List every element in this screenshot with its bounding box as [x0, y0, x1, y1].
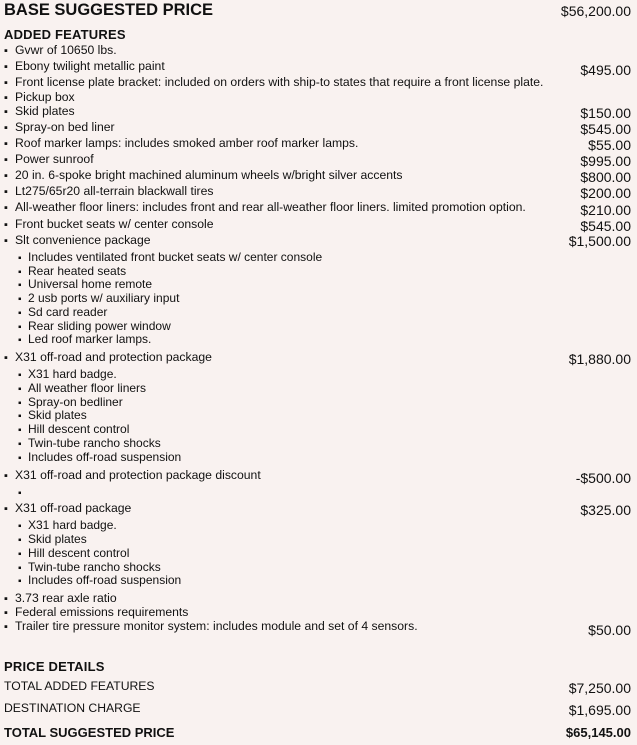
feature-label: ▪ Trailer tire pressure monitor system: includes module and set of 4 sensors.: [4, 619, 418, 633]
sub-item-label: ▪ Sd card reader: [18, 305, 107, 319]
sub-item-label: ▪ Spray-on bedliner: [18, 395, 123, 409]
added-features-heading: ADDED FEATURES: [4, 27, 126, 42]
sub-item: [18, 250, 631, 264]
feature-row: [4, 591, 631, 605]
feature-row: [4, 468, 631, 486]
sub-item-label: ▪ Skid plates: [18, 532, 87, 546]
sub-item-label: ▪ Universal home remote: [18, 277, 152, 291]
feature-row: [4, 350, 631, 367]
sub-item-label: ▪ Hill descent control: [18, 546, 129, 560]
sub-item: [18, 422, 631, 436]
feature-label: ▪ All-weather floor liners: includes front and rear all-weather floor liners. limited promotion option.: [4, 200, 526, 214]
feature-row: [4, 501, 631, 518]
feature-label: ▪ Slt convenience package: [4, 233, 151, 247]
feature-price: $210.00: [580, 202, 631, 218]
feature-label: ▪ Ebony twilight metallic paint: [4, 59, 165, 73]
sub-item-label: ▪ X31 hard badge.: [18, 367, 117, 381]
sub-item: [18, 264, 631, 278]
total-row: [4, 725, 631, 740]
added-features-title: [4, 27, 631, 42]
feature-price: $995.00: [580, 153, 631, 169]
feature-row: [4, 217, 631, 234]
sub-item-label: ▪ X31 hard badge.: [18, 518, 117, 532]
feature-row: [4, 200, 631, 218]
feature-price: $495.00: [580, 62, 631, 78]
sub-item-label: ▪ Includes ventilated front bucket seats w/ center console: [18, 250, 322, 264]
total-added-row: [4, 679, 631, 696]
feature-row: [4, 184, 631, 201]
feature-label: ▪ Spray-on bed liner: [4, 120, 115, 134]
sub-item-label: ▪ Rear heated seats: [18, 264, 126, 278]
sub-item-label: ▪ Rear sliding power window: [18, 319, 171, 333]
feature-price: $545.00: [580, 121, 631, 137]
feature-row: [4, 152, 631, 169]
sub-item-bullet: [18, 485, 28, 499]
sub-item: [18, 436, 631, 450]
sub-item: [18, 532, 631, 546]
sub-item: [18, 408, 631, 422]
feature-label: ▪ X31 off-road and protection package discount: [4, 468, 261, 482]
sub-item: [18, 319, 631, 333]
destination-value: $1,695.00: [568, 702, 631, 718]
feature-row: [4, 104, 631, 121]
sub-item-label: ▪ All weather floor liners: [18, 381, 146, 395]
feature-price: $1,880.00: [568, 351, 631, 367]
total-added-value: $7,250.00: [568, 680, 631, 696]
base-price-row: [4, 1, 631, 20]
feature-label: ▪ Power sunroof: [4, 152, 94, 166]
sub-item-label: ▪ Led roof marker lamps.: [18, 332, 151, 346]
price-details-title: [4, 659, 631, 674]
sub-item: [18, 518, 631, 532]
feature-price: $200.00: [580, 185, 631, 201]
sub-item: [18, 277, 631, 291]
total-value: $65,145.00: [565, 725, 631, 740]
sub-item: [18, 291, 631, 305]
sub-item-label: ▪ 2 usb ports w/ auxiliary input: [18, 291, 179, 305]
sub-item: [18, 332, 631, 346]
price-details-heading: PRICE DETAILS: [4, 659, 105, 674]
total-added-label: TOTAL ADDED FEATURES: [4, 679, 155, 693]
sub-item: [18, 381, 631, 395]
feature-label: ▪ Roof marker lamps: includes smoked amber roof marker lamps.: [4, 136, 358, 150]
feature-label: ▪ 20 in. 6-spoke bright machined aluminum wheels w/bright silver accents: [4, 168, 402, 182]
feature-label: ▪ Gvwr of 10650 lbs.: [4, 43, 117, 57]
feature-row: [4, 75, 631, 89]
sub-item: [18, 367, 631, 381]
feature-price: $150.00: [580, 105, 631, 121]
sub-item: [18, 395, 631, 409]
sub-item-label: ▪ Includes off-road suspension: [18, 573, 181, 587]
feature-row: [4, 233, 631, 249]
destination-label: DESTINATION CHARGE: [4, 701, 141, 715]
sub-item-label: ▪ Twin-tube rancho shocks: [18, 436, 161, 450]
sub-item: [18, 305, 631, 319]
feature-label: ▪ 3.73 rear axle ratio: [4, 591, 117, 605]
destination-row: [4, 701, 631, 718]
feature-label: ▪ Skid plates: [4, 104, 75, 118]
feature-row: [4, 136, 631, 153]
feature-price: $50.00: [588, 622, 631, 638]
feature-label: ▪ X31 off-road and protection package: [4, 350, 212, 364]
feature-row: [4, 43, 631, 57]
feature-price: -$500.00: [575, 470, 631, 486]
feature-price: $545.00: [580, 218, 631, 234]
sub-item-label: ▪ Includes off-road suspension: [18, 450, 181, 464]
feature-row: [4, 120, 631, 137]
sub-item-empty: [18, 485, 631, 499]
feature-label: ▪ X31 off-road package: [4, 501, 131, 515]
base-price-value: $56,200.00: [560, 3, 631, 19]
feature-label: ▪ Federal emissions requirements: [4, 605, 188, 619]
feature-price: $800.00: [580, 169, 631, 185]
feature-label: ▪ Front license plate bracket: included on orders with ship-to states that require a front license plate.: [4, 75, 543, 89]
sub-item-label: ▪ Hill descent control: [18, 422, 129, 436]
feature-label: ▪ Lt275/65r20 all-terrain blackwall tires: [4, 184, 213, 198]
sub-item: [18, 573, 631, 587]
feature-price: $1,500.00: [568, 233, 631, 249]
total-label: TOTAL SUGGESTED PRICE: [4, 725, 175, 740]
feature-row: [4, 605, 631, 619]
sub-item: [18, 450, 631, 464]
feature-row: [4, 168, 631, 185]
sub-item: [18, 546, 631, 560]
feature-price: $325.00: [580, 502, 631, 518]
feature-label: ▪ Front bucket seats w/ center console: [4, 217, 213, 231]
feature-row: [4, 90, 631, 104]
feature-row: [4, 619, 631, 638]
feature-price: $55.00: [588, 137, 631, 153]
sub-item-label: ▪ Twin-tube rancho shocks: [18, 560, 161, 574]
base-price-label: BASE SUGGESTED PRICE: [4, 1, 214, 19]
sub-item-label: ▪ Skid plates: [18, 408, 87, 422]
feature-label: ▪ Pickup box: [4, 90, 75, 104]
sub-item: [18, 560, 631, 574]
